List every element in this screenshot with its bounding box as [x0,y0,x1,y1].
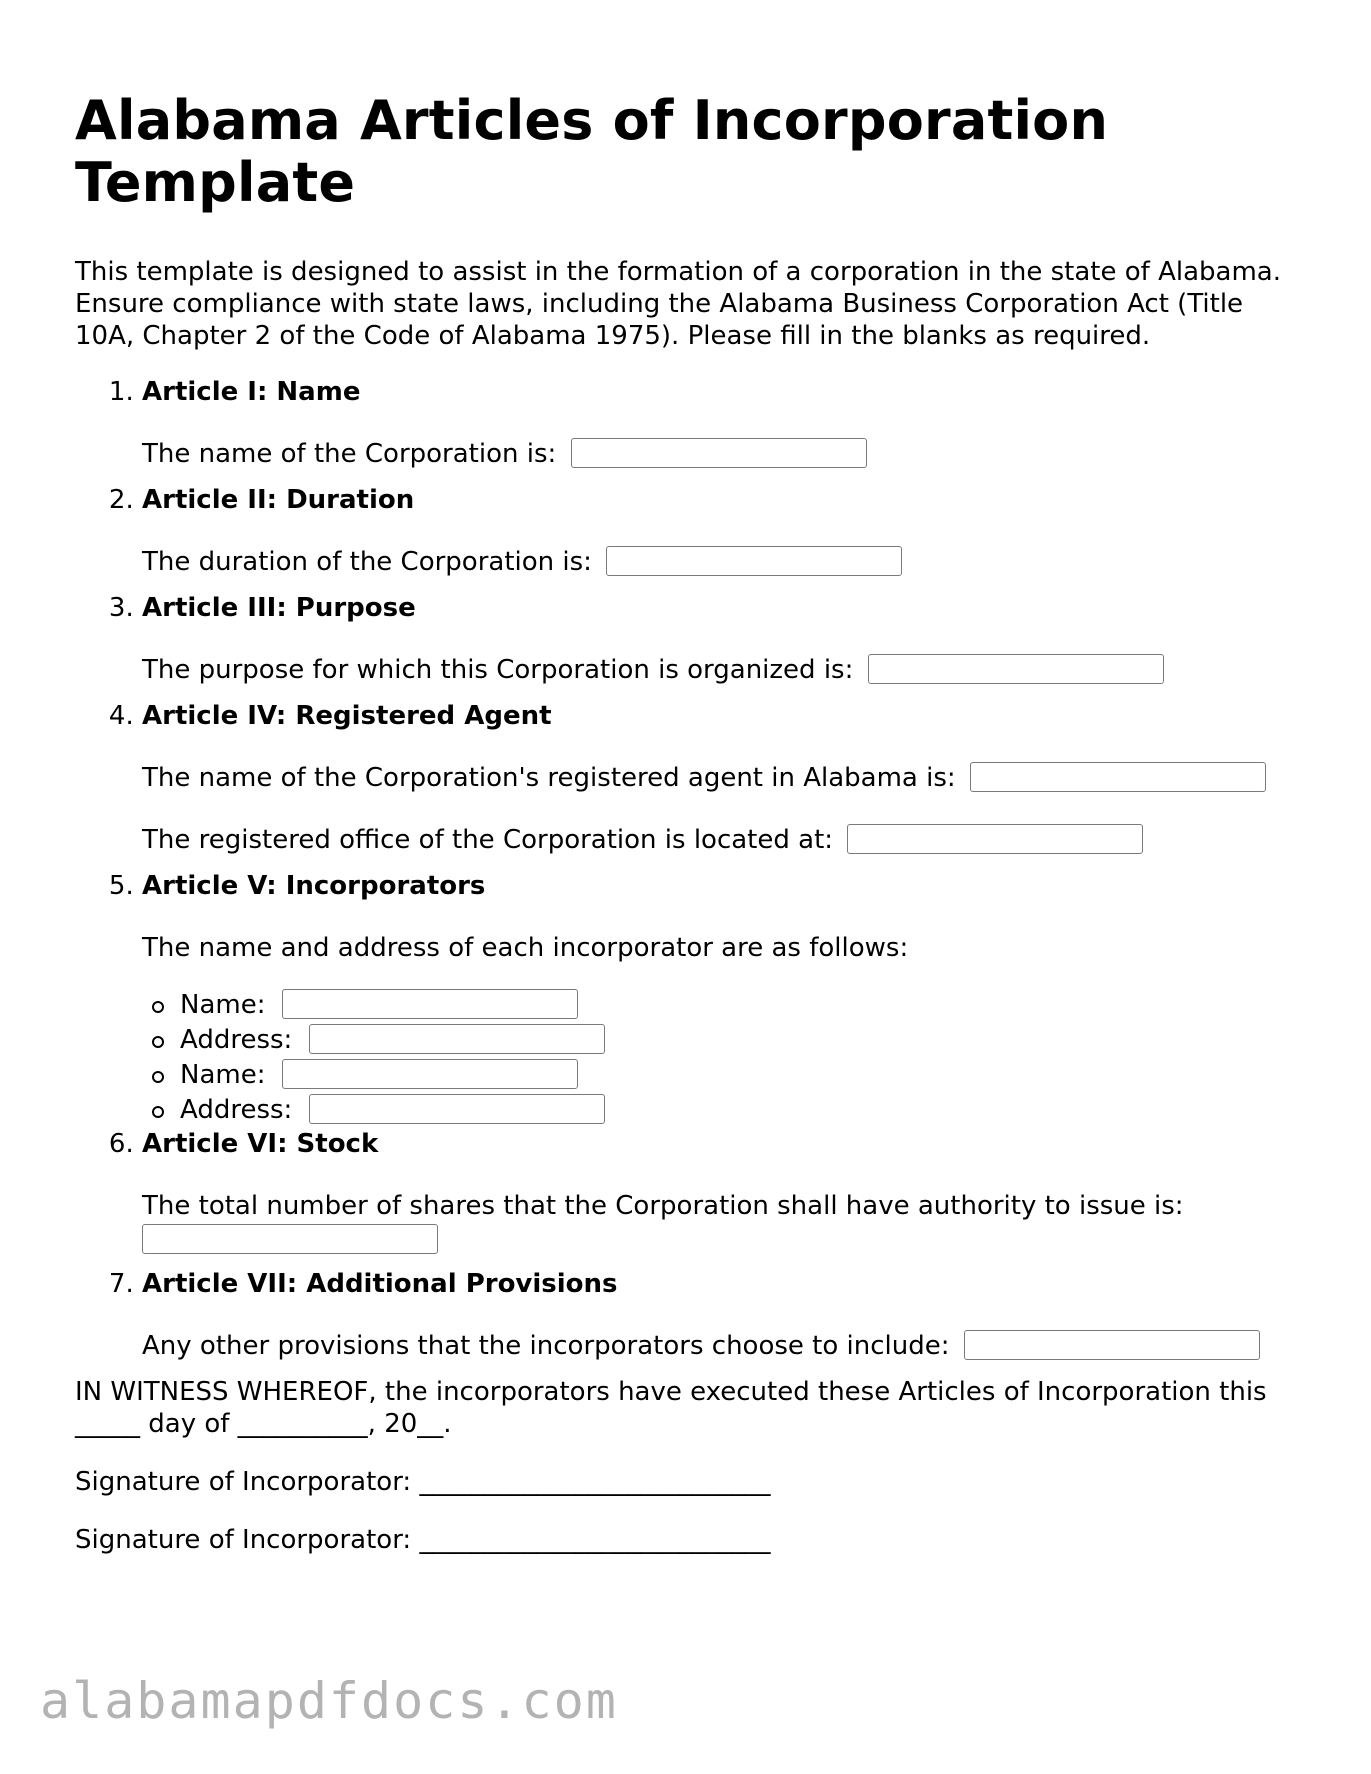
page-title: Alabama Articles of Incorporation Template [75,89,1109,214]
incorporator-2-address-label: Address: [180,1095,293,1125]
shares-row [142,1190,1295,1254]
provisions-row [142,1330,1295,1362]
witness-paragraph: IN WITNESS WHEREOF, the incorporators have executed these Articles of Incorporation this _____ day of __________, 20__. [75,1377,1267,1439]
corporation-name-input[interactable] [571,438,867,468]
duration-input[interactable] [606,546,902,576]
incorporator-1-name-input[interactable] [282,989,578,1019]
duration-row [142,546,1295,578]
incorporator-2-address-input[interactable] [309,1094,605,1124]
article-5 [142,870,1295,1128]
article-1-title: 1. Article I: Name [142,377,361,407]
duration-label: The duration of the Corporation is: [142,547,592,577]
article-7-title: 7. Article VII: Additional Provisions [142,1269,618,1299]
registered-agent-row [142,762,1295,794]
purpose-label: The purpose for which this Corporation is organized is: [142,655,854,685]
article-4 [142,700,1295,856]
article-7 [142,1268,1295,1362]
list-item [180,1058,1295,1093]
registered-office-row [142,824,1295,856]
article-5-title: 5. Article V: Incorporators [142,871,486,901]
list-item [180,1093,1295,1128]
document-page [75,90,1295,1582]
shares-label: The total number of shares that the Corporation shall have authority to issue is: [142,1191,1184,1221]
incorporators-list [142,988,1295,1128]
article-4-title: 4. Article IV: Registered Agent [142,701,552,731]
article-3 [142,592,1295,686]
provisions-label: Any other provisions that the incorporators choose to include: [142,1331,950,1361]
incorporator-2-name-input[interactable] [282,1059,578,1089]
signature-line-1: Signature of Incorporator: ___________________________ [75,1467,771,1497]
incorporator-1-name-label: Name: [180,990,266,1020]
article-3-title: 3. Article III: Purpose [142,593,416,623]
incorporator-2-name-label: Name: [180,1060,266,1090]
article-2 [142,484,1295,578]
corporation-name-row [142,438,1295,470]
provisions-input[interactable] [964,1330,1260,1360]
incorporators-intro: The name and address of each incorporator are as follows: [142,933,909,963]
corporation-name-label: The name of the Corporation is: [142,439,557,469]
purpose-row [142,654,1295,686]
articles-list [75,376,1295,1362]
article-6-title: 6. Article VI: Stock [142,1129,379,1159]
incorporator-1-address-input[interactable] [309,1024,605,1054]
shares-input[interactable] [142,1224,438,1254]
article-2-title: 2. Article II: Duration [142,485,415,515]
article-6 [142,1128,1295,1254]
list-item [180,988,1295,1023]
registered-agent-label: The name of the Corporation's registered agent in Alabama is: [142,763,956,793]
signature-line-2: Signature of Incorporator: ___________________________ [75,1525,771,1555]
registered-office-label: The registered office of the Corporation is located at: [142,825,834,855]
list-item [180,1023,1295,1058]
article-1 [142,376,1295,470]
registered-agent-input[interactable] [970,762,1266,792]
watermark: alabamapdfdocs.com [40,1672,618,1730]
intro-paragraph: This template is designed to assist in the formation of a corporation in the state of Alabama. Ensure compliance with state laws, including the Alabama Business Corporation Act (Title 10A, Chapter 2 of the Code of Alabama 1975). Please fill in the blanks as required. [75,257,1281,351]
incorporator-1-address-label: Address: [180,1025,293,1055]
purpose-input[interactable] [868,654,1164,684]
registered-office-input[interactable] [847,824,1143,854]
